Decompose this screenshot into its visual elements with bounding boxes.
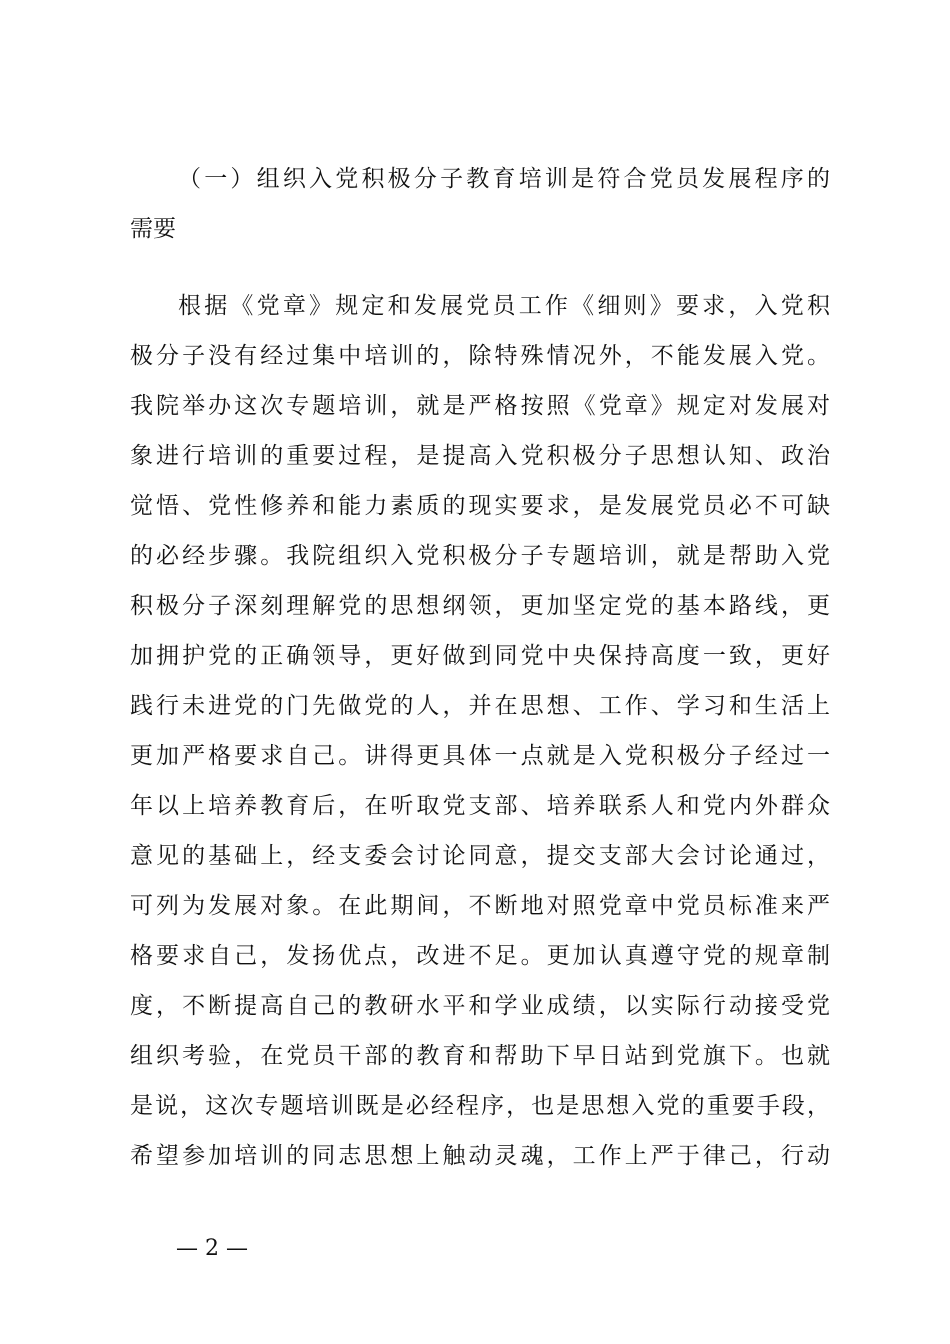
paragraph-line-16: 组织考验，在党员干部的教育和帮助下早日站到党旗下。也就	[130, 1043, 830, 1069]
paragraph-line-15: 度，不断提高自己的教研水平和学业成绩，以实际行动接受党	[130, 993, 830, 1019]
paragraph-line-2: 极分子没有经过集中培训的，除特殊情况外，不能发展入党。	[130, 343, 830, 369]
paragraph-line-12: 意见的基础上，经支委会讨论同意，提交支部大会讨论通过，	[130, 843, 830, 869]
section-heading-line-1: （一）组织入党积极分子教育培训是符合党员发展程序的	[178, 166, 830, 192]
paragraph-line-11: 年以上培养教育后，在听取党支部、培养联系人和党内外群众	[130, 793, 830, 819]
paragraph-line-18: 希望参加培训的同志思想上触动灵魂，工作上严于律己，行动	[130, 1143, 830, 1169]
paragraph-line-14: 格要求自己，发扬优点，改进不足。更加认真遵守党的规章制	[130, 943, 830, 969]
paragraph-line-6: 的必经步骤。我院组织入党积极分子专题培训，就是帮助入党	[130, 543, 830, 569]
paragraph-line-9: 践行未进党的门先做党的人，并在思想、工作、学习和生活上	[130, 693, 830, 719]
section-heading-line-2: 需要	[130, 216, 176, 242]
page-number: — 2 —	[176, 1236, 248, 1261]
paragraph-line-8: 加拥护党的正确领导，更好做到同党中央保持高度一致，更好	[130, 643, 830, 669]
paragraph-line-3: 我院举办这次专题培训，就是严格按照《党章》规定对发展对	[130, 393, 830, 419]
paragraph-line-7: 积极分子深刻理解党的思想纲领，更加坚定党的基本路线，更	[130, 593, 830, 619]
paragraph-line-17: 是说，这次专题培训既是必经程序，也是思想入党的重要手段，	[130, 1093, 830, 1119]
paragraph-line-4: 象进行培训的重要过程，是提高入党积极分子思想认知、政治	[130, 443, 830, 469]
paragraph-line-5: 觉悟、党性修养和能力素质的现实要求，是发展党员必不可缺	[130, 493, 830, 519]
paragraph-line-1: 根据《党章》规定和发展党员工作《细则》要求，入党积	[178, 293, 830, 319]
paragraph-line-13: 可列为发展对象。在此期间，不断地对照党章中党员标准来严	[130, 893, 830, 919]
paragraph-line-10: 更加严格要求自己。讲得更具体一点就是入党积极分子经过一	[130, 743, 830, 769]
